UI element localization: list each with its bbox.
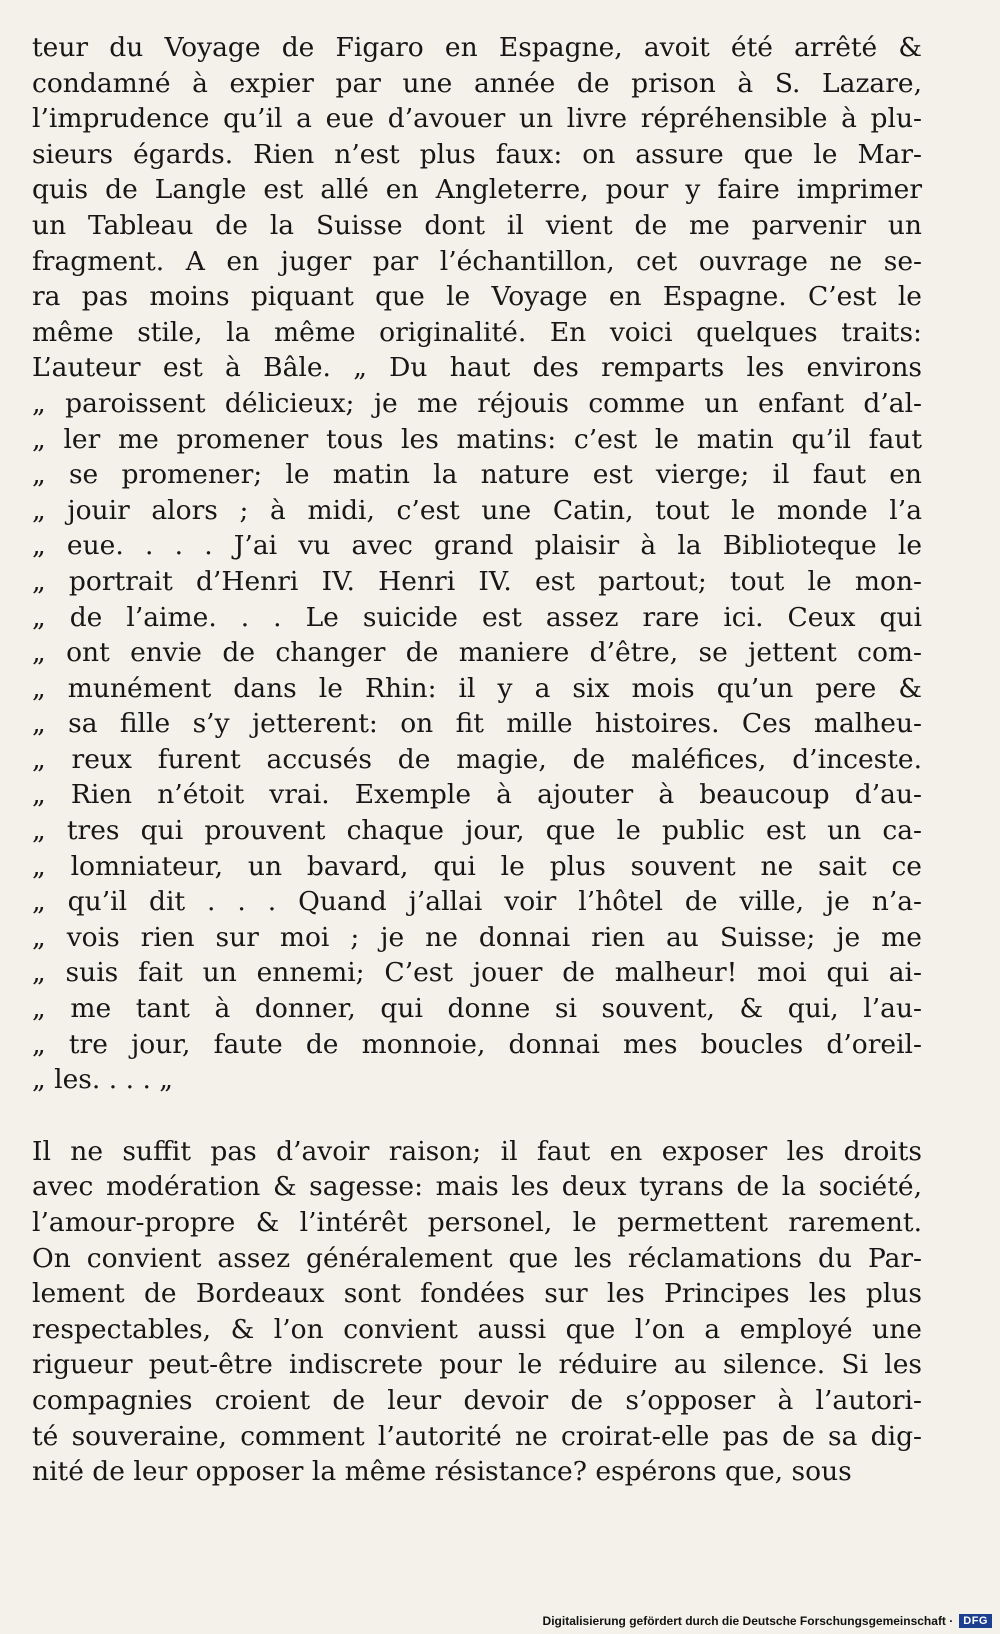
text-line: „ munément dans le Rhin: il y a six mois qu’un pere & xyxy=(32,672,922,704)
text-line: teur du Voyage de Figaro en Espagne, avoit été arrêté & xyxy=(32,32,922,63)
text-line: nité de leur opposer la même résistance? espérons que, sous xyxy=(32,1456,852,1488)
dfg-logo-icon: DFG xyxy=(959,1614,992,1628)
text-line: respectables, & l’on convient aussi que l’on a employé une xyxy=(32,1313,922,1345)
text-line: „ suis fait un ennemi; C’est jouer de malheur! moi qui ai- xyxy=(32,957,922,989)
text-line: l’imprudence qu’il a eue d’avouer un livre répréhensible à plu- xyxy=(32,103,922,135)
text-line: avec modération & sagesse: mais les deux tyrans de la société, xyxy=(32,1171,922,1203)
text-line: Il ne suffit pas d’avoir raison; il faut en exposer les droits xyxy=(32,1135,922,1167)
paragraph xyxy=(32,30,922,1098)
text-line: „ ler me promener tous les matins: c’est le matin qu’il faut xyxy=(32,423,922,455)
text-line: „ de l’aime. . . Le suicide est assez rare ici. Ceux qui xyxy=(32,601,922,633)
text-line: „ vois rien sur moi ; je ne donnai rien au Suisse; je me xyxy=(32,921,922,953)
text-line: On convient assez généralement que les réclamations du Par- xyxy=(32,1242,922,1274)
text-line: quis de Langle est allé en Angleterre, pour y faire imprimer xyxy=(32,174,922,206)
digitization-credit xyxy=(543,1614,992,1628)
text-line: „ jouir alors ; à midi, c’est une Catin, tout le monde l’a xyxy=(32,494,922,526)
text-line: „ tres qui prouvent chaque jour, que le public est un ca- xyxy=(32,815,922,847)
text-line: „ qu’il dit . . . Quand j’allai voir l’hôtel de ville, je n’a- xyxy=(32,886,922,918)
text-line: „ portrait d’Henri IV. Henri IV. est partout; tout le mon- xyxy=(32,565,922,597)
credit-text: Digitalisierung gefördert durch die Deutsche Forschungsgemeinschaft · xyxy=(542,1614,954,1628)
text-line: fragment. A en juger par l’échantillon, cet ouvrage ne se- xyxy=(32,245,922,277)
text-line: „ paroissent délicieux; je me réjouis comme un enfant d’al- xyxy=(32,387,922,419)
text-line: sieurs égards. Rien n’est plus faux: on assure que le Mar- xyxy=(32,138,922,170)
text-line: „ se promener; le matin la nature est vierge; il faut en xyxy=(32,459,922,491)
text-line: „ sa fille s’y jetterent: on fit mille histoires. Ces malheu- xyxy=(32,708,922,740)
text-line: „ ont envie de changer de maniere d’être, se jettent com- xyxy=(32,637,922,669)
text-line: „ les. . . . „ xyxy=(32,1064,174,1096)
text-line: ra pas moins piquant que le Voyage en Espagne. C’est le xyxy=(32,281,922,313)
page-text xyxy=(32,30,922,1490)
text-line: L’auteur est à Bâle. „ Du haut des remparts les environs xyxy=(32,352,922,384)
paragraph xyxy=(32,1134,922,1490)
text-line: „ me tant à donner, qui donne si souvent, & qui, l’au- xyxy=(32,993,922,1025)
text-line: condamné à expier par une année de prison à S. Lazare, xyxy=(32,67,922,99)
text-line: rigueur peut-être indiscrete pour le réduire au silence. Si les xyxy=(32,1349,922,1381)
text-line: même stile, la même originalité. En voici quelques traits: xyxy=(32,316,922,348)
text-line: „ tre jour, faute de monnoie, donnai mes boucles d’oreil- xyxy=(32,1028,922,1060)
text-line: té souveraine, comment l’autorité ne croirat-elle pas de sa dig- xyxy=(32,1420,922,1452)
text-line: lement de Bordeaux sont fondées sur les Principes les plus xyxy=(32,1278,922,1310)
text-line: „ reux furent accusés de magie, de maléfices, d’inceste. xyxy=(32,743,922,775)
text-line: un Tableau de la Suisse dont il vient de me parvenir un xyxy=(32,209,922,241)
text-line: „ Rien n’étoit vrai. Exemple à ajouter à beaucoup d’au- xyxy=(32,779,922,811)
paragraph-gap xyxy=(32,1098,922,1134)
text-line: „ lomniateur, un bavard, qui le plus souvent ne sait ce xyxy=(32,850,922,882)
text-line: compagnies croient de leur devoir de s’opposer à l’autori- xyxy=(32,1384,922,1416)
text-line: „ eue. . . . J’ai vu avec grand plaisir à la Biblioteque le xyxy=(32,530,922,562)
text-line: l’amour-propre & l’intérêt personel, le permettent rarement. xyxy=(32,1207,922,1238)
